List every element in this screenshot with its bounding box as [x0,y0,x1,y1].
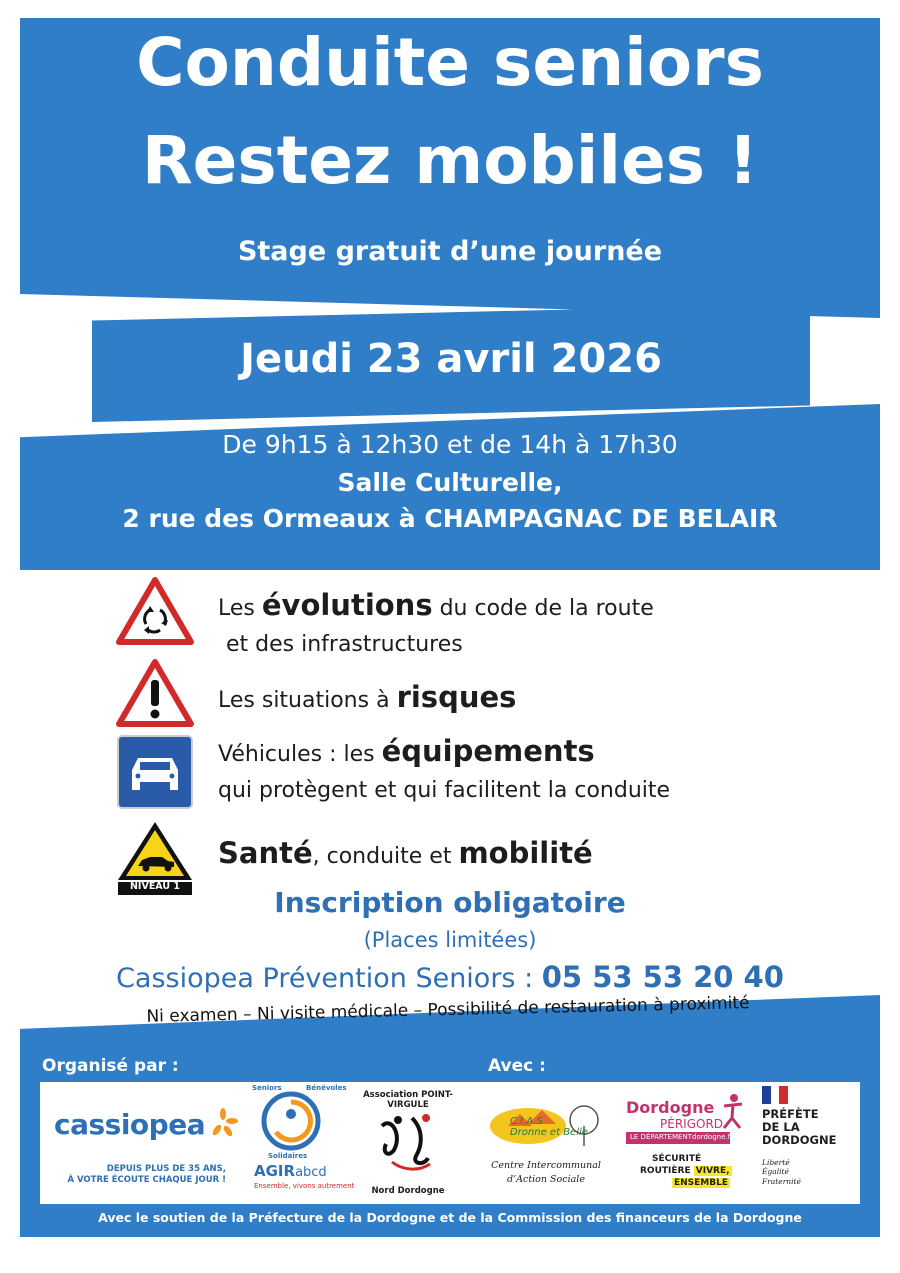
topic-3-line2: qui protègent et qui facilitent la conduite [218,778,671,803]
cassiopea-tag-2: À VOTRE ÉCOUTE CHAQUE JOUR ! [67,1175,226,1185]
dancers-icon [372,1106,444,1178]
conditions-text: Ni examen – Ni visite médicale – Possibilité de restauration à proximité [146,993,750,1027]
topic-1-line2: et des infrastructures [226,632,463,657]
support-text: Avec le soutien de la Préfecture de la Dordogne et de la Commission des financeurs de la Dordogne [98,1210,802,1225]
dordogne-band-text: LE DÉPARTEMENT [630,1133,692,1141]
prefete-title: PRÉFÈTE DE LA DORDOGNE [762,1107,837,1148]
event-address: 2 rue des Ormeaux à CHAMPAGNAC DE BELAIR [122,504,778,533]
securite-line-1: SÉCURITÉ [652,1154,702,1164]
pointvirgule-bottom: Nord Dordogne [371,1186,445,1196]
cassiopea-logo: cassiopea [54,1108,238,1141]
agir-motto: Ensemble, vivons autrement [254,1182,355,1190]
agir-logo-text: AGIRabcd [254,1162,327,1180]
event-venue: Salle Culturelle, [337,468,563,497]
topic-1: Les évolutions du code de la route [218,588,654,622]
securite-line-3: ENSEMBLE [674,1178,729,1188]
cias-name: C.I.A.S Dronne et Belle [510,1116,588,1138]
registration-title: Inscription obligatoire [274,886,626,919]
agir-ring-right: Bénévoles [306,1084,347,1092]
cias-line-2: d’Action Sociale [507,1174,585,1185]
marianne-flag-icon [762,1086,788,1104]
cassiopea-tag-1: DEPUIS PLUS DE 35 ANS, [106,1164,226,1174]
event-date: Jeudi 23 avril 2026 [240,336,662,382]
roundabout-sign-icon [116,576,194,646]
dordogne-figure-icon [720,1092,746,1132]
dordogne-web: dordogne.fr [692,1133,733,1141]
registration-note: (Places limitées) [363,928,537,952]
pointvirgule-top: Association POINT-VIRGULE [363,1090,453,1110]
organised-by-label: Organisé par : [42,1056,179,1076]
cias-line-1: Centre Intercommunal [491,1160,601,1171]
agir-ring-bottom: Solidaires [268,1152,308,1160]
agir-ring-left: Seniors [252,1084,282,1092]
prefete-motto: Liberté Égalité Fraternité [762,1158,801,1186]
with-label: Avec : [488,1056,546,1076]
event-hours: De 9h15 à 12h30 et de 14h à 17h30 [222,430,678,459]
car-sign-icon [116,734,194,810]
level-badge: NIVEAU 1 [129,881,181,892]
topic-4: Santé, conduite et mobilité [218,836,593,870]
star-icon [208,1108,238,1138]
contact-line: Cassiopea Prévention Seniors : 05 53 53 20 40 [116,960,784,994]
securite-line-2: ROUTIÈRE VIVRE, [640,1166,730,1176]
dordogne-sub: PÉRIGORD [660,1117,724,1131]
agir-ring-icon [258,1088,324,1154]
title-line-2: Restez mobiles ! [141,122,759,199]
subtitle: Stage gratuit d’une journée [237,236,663,267]
topic-2: Les situations à risques [218,680,517,714]
partner-logos [40,1082,860,1204]
dordogne-name: Dordogne [626,1098,715,1117]
topic-3: Véhicules : les équipements [218,734,595,768]
warning-sign-icon [116,658,194,728]
title-line-1: Conduite seniors [136,24,764,101]
